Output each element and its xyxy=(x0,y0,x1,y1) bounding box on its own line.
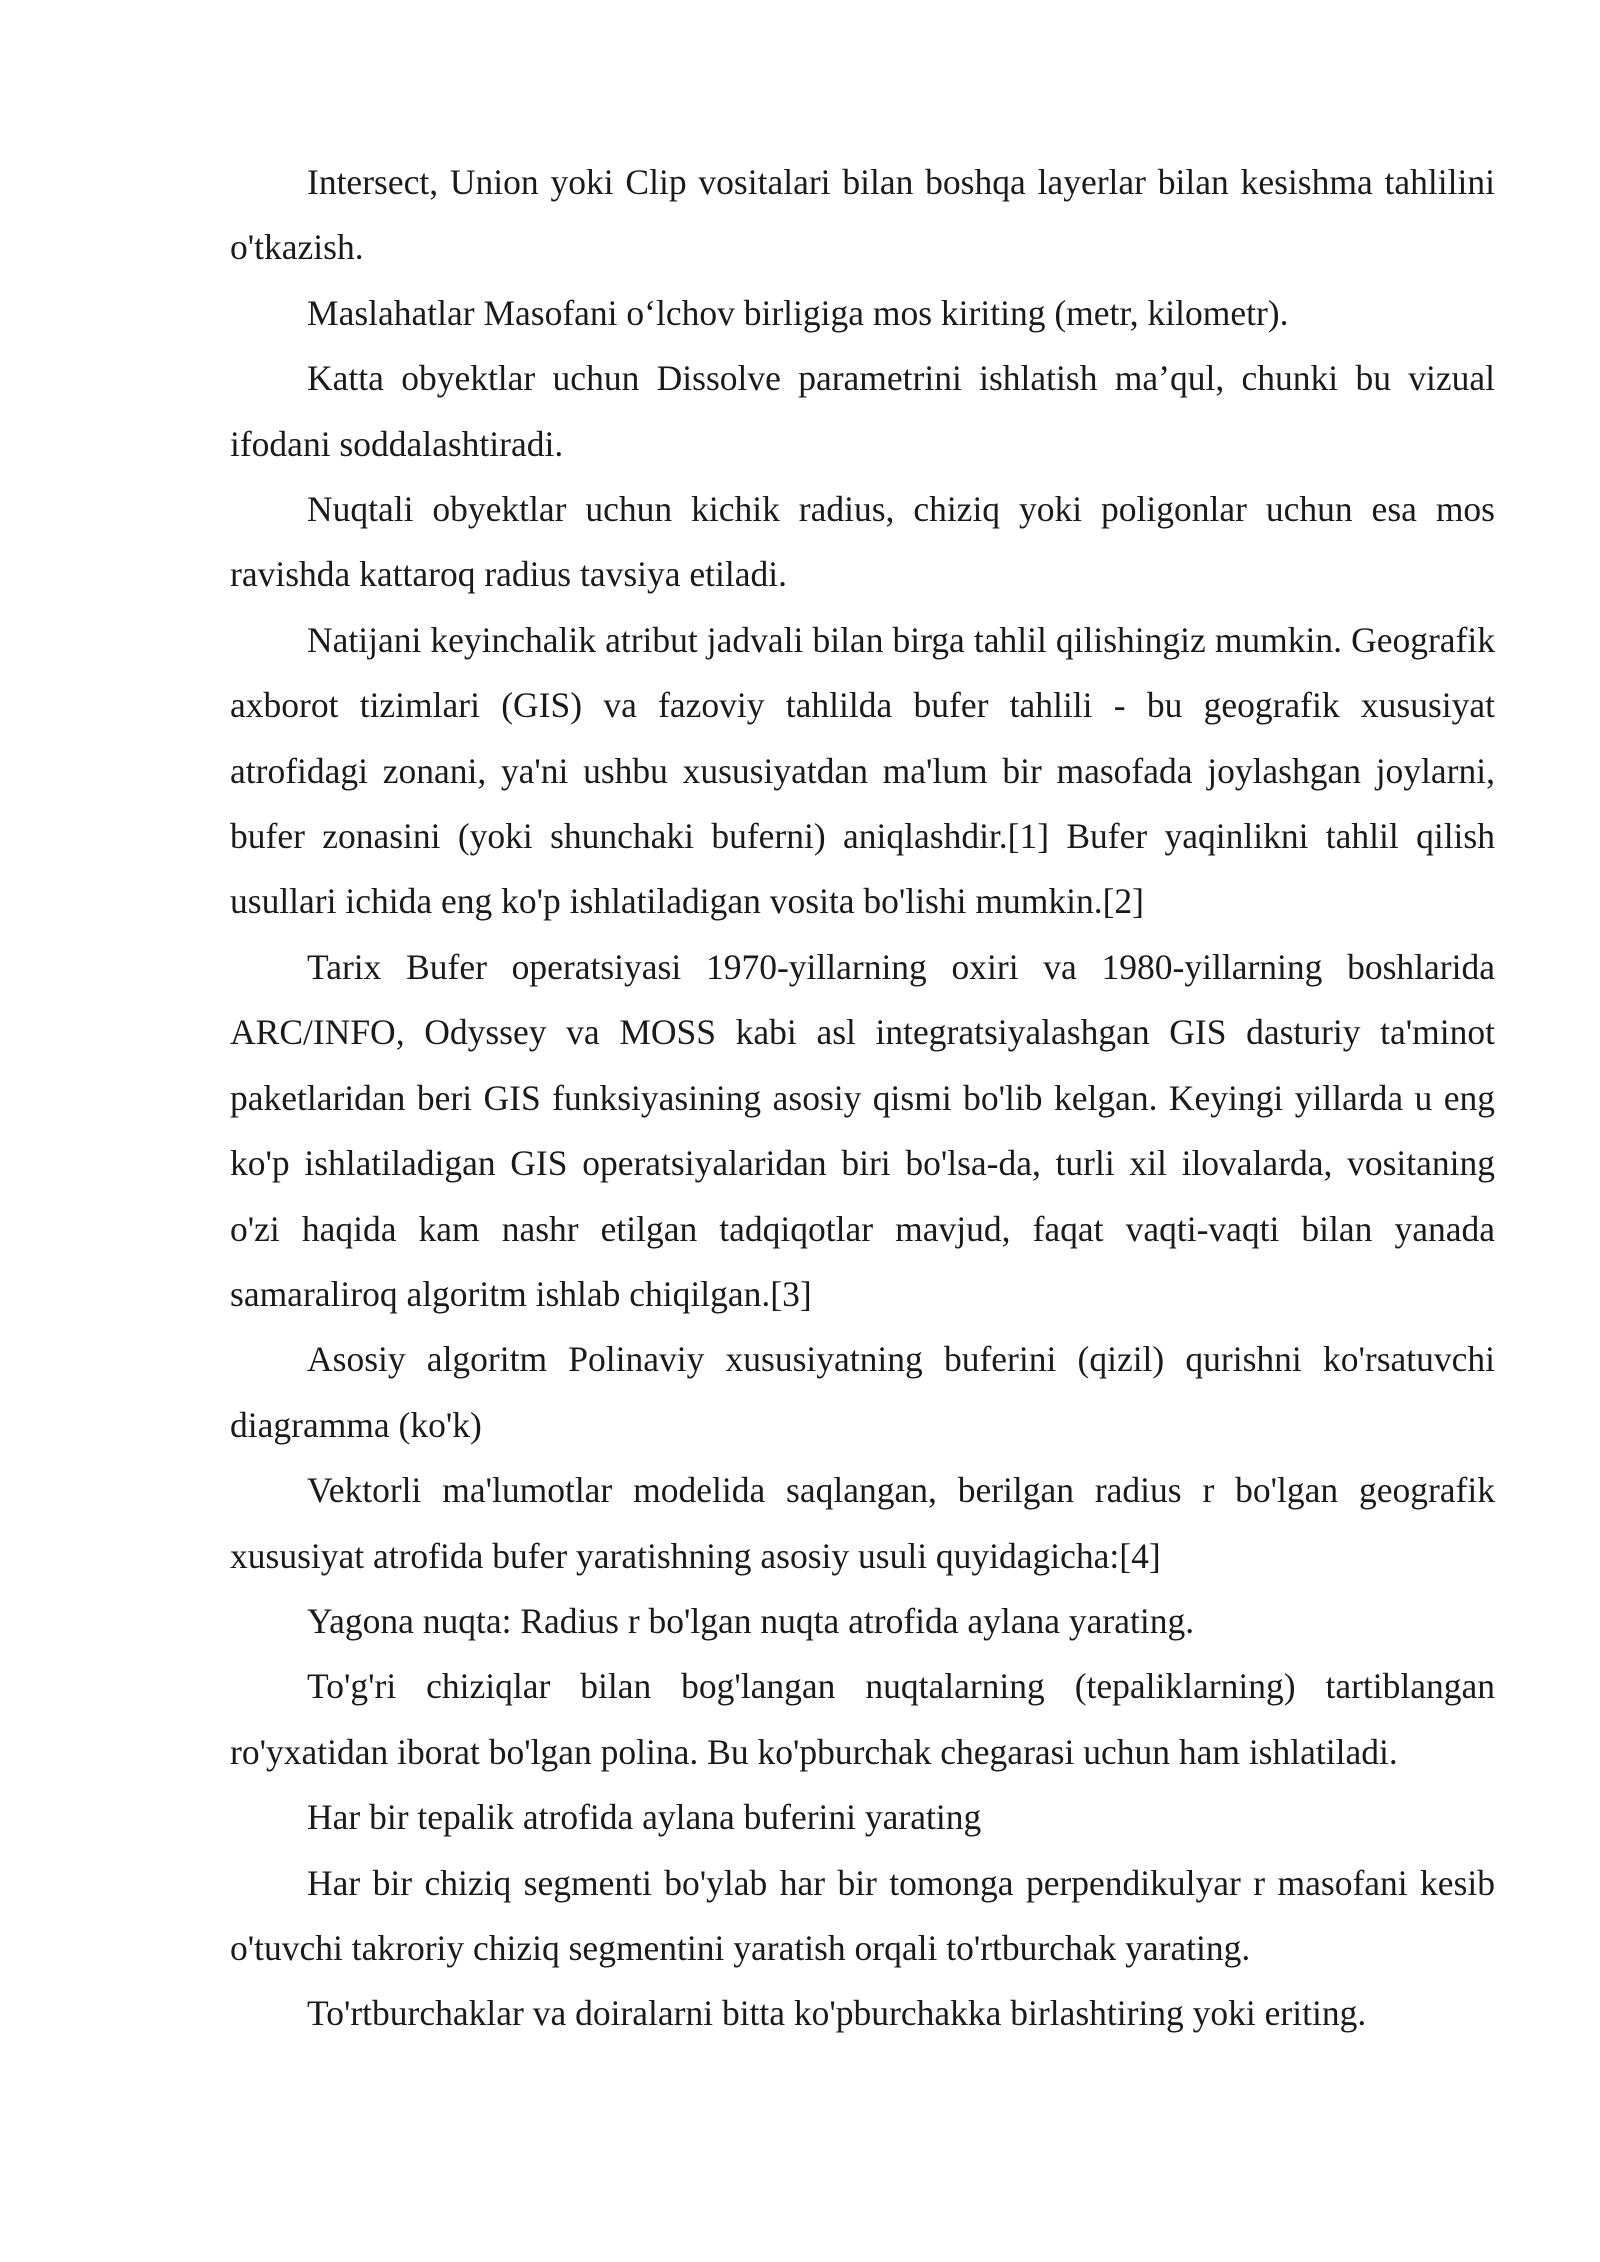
paragraph-bufer-tahlili: Natijani keyinchalik atribut jadvali bilan birga tahlil qilishingiz mumkin. Geografik axborot tizimlari (GIS) va fazoviy tahlilda bufer tahlili - bu geografik xususiyat atrofidagi zonani, ya'ni ushbu xususiyatdan ma'lum bir masofada joylashgan joylarni, bufer zonasini (yoki shunchaki buferni) aniqlashdir.[1] Bufer yaqinlikni tahlil qilish usullari ichida eng ko'p ishlatiladigan vosita bo'lishi mumkin.[2] xyxy=(230,619,1495,922)
paragraph-birlashtiring: To'rtburchaklar va doiralarni bitta ko'pburchakka birlashtiring yoki eriting. xyxy=(307,1993,1367,2034)
paragraph-segment: Har bir chiziq segmenti bo'ylab har bir tomonga perpendikulyar r masofani kesib o'tuvchi takroriy chiziq segmentini yaratish orqali to'rtburchak yarating. xyxy=(230,1862,1495,1968)
paragraph-polina: To'g'ri chiziqlar bilan bog'langan nuqtalarning (tepaliklarning) tartiblangan ro'yxatidan iborat bo'lgan polina. Bu ko'pburchak chegarasi uchun ham ishlatiladi. xyxy=(230,1666,1495,1772)
paragraph-vektorli: Vektorli ma'lumotlar modelida saqlangan, berilgan radius r bo'lgan geografik xususiyat atrofida bufer yaratishning asosiy usuli quyidagicha:[4] xyxy=(230,1470,1495,1576)
paragraph-yagona-nuqta: Yagona nuqta: Radius r bo'lgan nuqta atrofida aylana yarating. xyxy=(307,1600,1195,1641)
document-page xyxy=(230,150,1495,2047)
paragraph-tarix: Tarix Bufer operatsiyasi 1970-yillarning oxiri va 1980-yillarning boshlarida ARC/INFO, Odyssey va MOSS kabi asl integratsiyalashgan GIS dasturiy ta'minot paketlaridan beri GIS funksiyasining asosiy qismi bo'lib kelgan. Keyingi yillarda u eng ko'p ishlatiladigan GIS operatsiyalaridan biri bo'lsa-da, turli xil ilovalarda, vositaning o'zi haqida kam nashr etilgan tadqiqotlar mavjud, faqat vaqti-vaqti bilan yanada samaraliroq algoritm ishlab chiqilgan.[3] xyxy=(230,946,1495,1314)
paragraph-dissolve: Katta obyektlar uchun Dissolve parametrini ishlatish ma’qul, chunki bu vizual ifodani soddalashtiradi. xyxy=(230,358,1495,464)
paragraph-asosiy-algoritm: Asosiy algoritm Polinaviy xususiyatning buferini (qizil) qurishni ko'rsatuvchi diagramma (ko'k) xyxy=(230,1339,1495,1445)
paragraph-maslahatlar: Maslahatlar Masofani o‘lchov birligiga mos kiriting (metr, kilometr). xyxy=(307,292,1289,333)
paragraph-tepalik: Har bir tepalik atrofida aylana buferini yarating xyxy=(307,1797,982,1838)
paragraph-intersect: Intersect, Union yoki Clip vositalari bilan boshqa layerlar bilan kesishma tahlilini o'tkazish. xyxy=(230,162,1495,268)
paragraph-radius: Nuqtali obyektlar uchun kichik radius, chiziq yoki poligonlar uchun esa mos ravishda kattaroq radius tavsiya etiladi. xyxy=(230,489,1495,595)
